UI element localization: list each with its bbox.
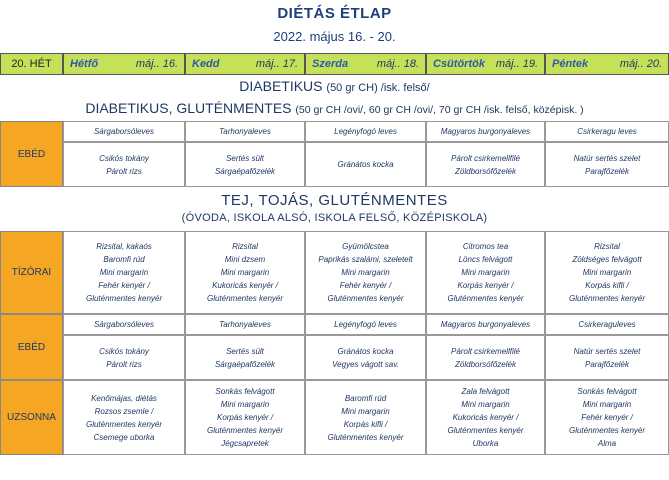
day-date: máj.. 16. [135, 58, 178, 70]
section-tej-tojas-note: (ÓVODA, ISKOLA ALSÓ, ISKOLA FELSŐ, KÖZÉPISKOLA) [181, 212, 488, 224]
menu-item: Paprikás szalámi, szeletelt [318, 255, 413, 264]
day-header-friday [545, 53, 669, 75]
soup-cell: Sárgaborsóleves [63, 314, 185, 335]
tizorai-cell [63, 231, 185, 314]
meal-label: UZSONNA [0, 380, 63, 455]
menu-item: Zöldborsófőzelék [455, 359, 516, 369]
section-tej-tojas-title: TEJ, TOJÁS, GLUTÉNMENTES [221, 192, 448, 209]
menu-item: Citromos tea [462, 242, 509, 251]
menu-item: Gluténmentes kenyér [85, 419, 163, 429]
day-date: máj.. 17. [255, 58, 298, 70]
menu-item: Mini margarin [220, 400, 270, 409]
menu-item: Alma [597, 439, 617, 448]
menu-item: Rizsital [232, 242, 258, 251]
menu-item: Baromfi rúd [344, 393, 387, 403]
menu-item: Natúr sertés szelet [573, 153, 641, 163]
menu-item: Natúr sertés szelet [573, 346, 641, 356]
main-cell [63, 335, 185, 380]
soup-cell: Legényfogó leves [305, 314, 426, 335]
menu-item: Gluténmentes kenyér [327, 294, 404, 303]
menu-item: Rizsital [594, 242, 620, 251]
menu-item: Csemege uborka [93, 432, 155, 442]
menu-item: Kukoricás kenyér / [452, 413, 519, 422]
main-cell [185, 335, 305, 380]
soup-cell: Legényfogó leves [305, 121, 426, 142]
menu-item: Baromfi rúd [103, 255, 145, 264]
menu-item: Gránátos kocka [337, 160, 394, 169]
menu-item: Uborka [472, 439, 499, 448]
menu-item: Kenőmájas, diétás [91, 393, 157, 403]
menu-item: Párolt csirkemellfilé [451, 153, 520, 163]
days-header-row [0, 53, 669, 75]
menu-item: Sárgaépafőzelék [214, 359, 276, 369]
menu-item: Mini margarin [582, 268, 632, 277]
menu-item: Sonkás felvágott [215, 387, 275, 396]
day-date: máj.. 20. [619, 58, 662, 70]
day-header-wednesday [305, 53, 426, 75]
menu-item: Gránátos kocka [337, 346, 394, 356]
tizorai-cell [426, 231, 545, 314]
menu-item: Fehér kenyér / [98, 281, 150, 290]
menu-item: Mini margarin [461, 268, 510, 277]
uzsonna-cell [545, 380, 669, 455]
uzsonna-cell [185, 380, 305, 455]
day-name: Csütörtök [433, 58, 485, 70]
tizorai-cell [305, 231, 426, 314]
uzsonna-cell [305, 380, 426, 455]
menu-item: Mini margarin [220, 268, 270, 277]
section-note: (50 gr CH) /isk. felső/ [326, 82, 430, 94]
tizorai-cell [185, 231, 305, 314]
menu-item: Vegyes vágott sav. [332, 359, 399, 369]
section-note: (50 gr CH /ovi/, 60 gr CH /ovi/, 70 gr CH /isk. felső, középisk. ) [295, 104, 584, 116]
week-label: 20. HÉT [0, 53, 63, 75]
menu-item: Gluténmentes kenyér [447, 294, 524, 303]
menu-item: Csikós tokány [99, 346, 149, 356]
menu-item: Jégcsapretek [221, 439, 269, 448]
menu-item: Párolt rizs [106, 166, 142, 176]
main-cell [545, 335, 669, 380]
menu-item: Löncs felvágott [458, 255, 513, 264]
menu-item: Korpás kenyér / [457, 281, 514, 290]
menu-item: Sertés sült [226, 346, 264, 356]
menu-item: Rizsital, kakaós [96, 242, 152, 251]
main-cell [426, 142, 545, 187]
meal-label: EBÉD [0, 121, 63, 187]
menu-item: Rozsos zsemle / [94, 406, 154, 416]
section-title: DIABETIKUS, GLUTÉNMENTES [85, 100, 292, 116]
menu-item: Parajfőzelék [584, 166, 630, 176]
uzsonna-cell [426, 380, 545, 455]
menu-item: Mini margarin [341, 406, 390, 416]
meal-label: TÍZÓRAI [0, 231, 63, 314]
menu-item: Mini dzsem [224, 255, 266, 264]
menu-item: Párolt rizs [106, 359, 142, 369]
tej-tojas-table [0, 231, 669, 455]
day-date: máj.. 19. [495, 58, 538, 70]
soup-cell: Magyaros burgonyaleves [426, 121, 545, 142]
menu-item: Gluténmentes kenyér [85, 294, 163, 303]
menu-item: Kukoricás kenyér / [212, 281, 278, 290]
menu-item: Gluténmentes kenyér [568, 426, 646, 435]
date-range: 2022. május 16. - 20. [273, 29, 396, 44]
menu-item: Mini margarin [461, 400, 510, 409]
menu-item: Korpás kifli / [585, 281, 629, 290]
menu-item: Gyümölcstea [342, 242, 389, 251]
soup-cell: Tarhonyaleves [185, 314, 305, 335]
main-cell [185, 142, 305, 187]
soup-cell: Tarhonyaleves [185, 121, 305, 142]
day-header-monday [63, 53, 185, 75]
menu-item: Gluténmentes kenyér [327, 432, 404, 442]
menu-item: Gluténmentes kenyér [447, 426, 524, 435]
uzsonna-cell [63, 380, 185, 455]
main-cell [305, 335, 426, 380]
section-title: DIABETIKUS [239, 78, 323, 94]
day-name: Péntek [552, 58, 589, 70]
section-diabetikus-glutenmentes [0, 100, 669, 116]
section-diabetikus [0, 78, 669, 94]
day-name: Hétfő [70, 58, 99, 70]
main-cell [63, 142, 185, 187]
menu-item: Fehér kenyér / [339, 281, 392, 290]
main-cell [545, 142, 669, 187]
soup-cell: Sárgaborsóleves [63, 121, 185, 142]
main-cell [426, 335, 545, 380]
menu-item: Sertés sült [226, 153, 264, 163]
menu-item: Zala felvágott [461, 387, 510, 396]
menu-item: Mini margarin [582, 400, 632, 409]
day-date: máj.. 18. [376, 58, 419, 70]
menu-item: Korpás kenyér / [216, 413, 274, 422]
menu-item: Fehér kenyér / [581, 413, 633, 422]
menu-item: Gluténmentes kenyér [206, 426, 284, 435]
soup-cell: Csirkeraguleves [545, 314, 669, 335]
diab-ebed-table [0, 121, 669, 187]
menu-item: Zöldborsófőzelék [455, 166, 516, 176]
menu-item: Gluténmentes kenyér [568, 294, 646, 303]
page-title: DIÉTÁS ÉTLAP [277, 5, 392, 22]
menu-item: Sonkás felvágott [577, 387, 637, 396]
day-header-tuesday [185, 53, 305, 75]
soup-cell: Csirkeragu leves [545, 121, 669, 142]
menu-item: Sárgaépafőzelék [214, 166, 276, 176]
menu-item: Mini margarin [99, 268, 149, 277]
soup-cell: Magyaros burgonyaleves [426, 314, 545, 335]
main-cell [305, 142, 426, 187]
meal-label: EBÉD [0, 314, 63, 380]
menu-item: Csikós tokány [99, 153, 149, 163]
menu-item: Párolt csirkemellfilé [451, 346, 520, 356]
day-name: Szerda [312, 58, 349, 70]
menu-item: Zöldséges felvágott [572, 255, 642, 264]
menu-item: Korpás kifli / [343, 419, 388, 429]
day-name: Kedd [192, 58, 220, 70]
menu-item: Gluténmentes kenyér [206, 294, 284, 303]
menu-item: Mini margarin [341, 268, 390, 277]
day-header-thursday [426, 53, 545, 75]
tizorai-cell [545, 231, 669, 314]
menu-item: Parajfőzelék [584, 359, 630, 369]
